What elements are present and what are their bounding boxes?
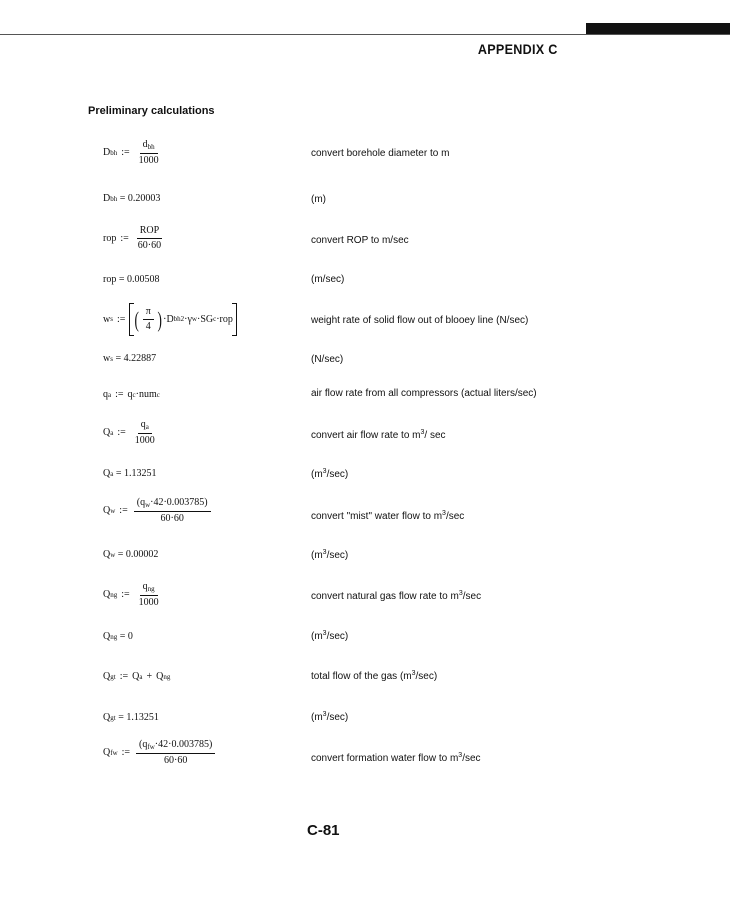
description-Qng-def: convert natural gas flow rate to $m^3/\sec$	[311, 590, 482, 602]
equation-Qa-def: Q a := $\frac{q_a}{1000}$	[103, 419, 155, 446]
description-Qa-def: convert air flow rate to $m^3/$ sec	[311, 429, 446, 441]
equation-dbh-value: D bh = 0.20003	[103, 193, 161, 204]
header-rule	[0, 34, 730, 35]
description-qa-def: air flow rate from all compressors (actual liters/sec)	[311, 388, 537, 399]
equation-Qgt-value: Q gt = 1.13251	[103, 712, 159, 723]
equation-ws-value: w s = 4.22887	[103, 353, 157, 364]
equation-Qgt-def: Q gt := Q a + Q ng	[103, 671, 171, 682]
description-rop-unit: (m/sec)	[311, 274, 345, 285]
equation-ws-def: w s := ( $\frac{\pi}{4}$ ) ·D bh 2 ·γ w ·SG c ·rop	[103, 303, 237, 336]
equation-qa-def: q a := q c ·num c	[103, 389, 160, 400]
description-ws-def: weight rate of solid flow out of blooey line (N/sec)	[311, 315, 529, 326]
equation-Qng-def: Q ng := $\frac{q_{ng}}{1000}$	[103, 581, 159, 608]
equation-Qng-value: Q ng = 0	[103, 631, 133, 642]
description-Qfw-def: convert formation water flow to $m^3/\sec$	[311, 752, 481, 764]
description-rop-def: convert ROP to m/sec	[311, 235, 409, 246]
description-Qw-def: convert "mist" water flow to $m^3/\sec$	[311, 510, 465, 522]
description-Qa-unit: $(m^3/\sec)$	[311, 468, 349, 480]
equation-Qa-value: Q a = 1.13251	[103, 468, 157, 479]
description-Qw-unit: $(m^3/\sec)$	[311, 549, 349, 561]
page-number: C-81	[307, 822, 340, 839]
description-Qgt-def: total flow of the gas $(m^3/\sec)$	[311, 670, 438, 682]
description-Qgt-unit: $(m^3/\sec)$	[311, 711, 349, 723]
equation-rop-def: rop := $\frac{\text{ROP}}{60\cdot 60}$	[103, 225, 162, 251]
description-dbh-def: convert borehole diameter to m	[311, 148, 450, 159]
description-dbh-unit: (m)	[311, 194, 326, 205]
appendix-heading: APPENDIX C	[478, 41, 558, 57]
equation-Qw-value: Q w = 0.00002	[103, 549, 159, 560]
section-title: Preliminary calculations	[88, 105, 215, 117]
description-ws-unit: (N/sec)	[311, 354, 344, 365]
equation-dbh-def: D bh := $\frac{d_{bh}}{1000}$	[103, 139, 159, 166]
description-Qng-unit: $(m^3/\sec)$	[311, 630, 349, 642]
equation-Qw-def: Q w := $\frac{(q_w\cdot 42\cdot 0.003785)}{60\cdot 60}$	[103, 498, 213, 524]
equation-Qfw-def: Q fw := $\frac{(q_{fw}\cdot 42\cdot 0.003785)}{60\cdot 60}$	[103, 740, 217, 766]
equation-rop-value: rop = 0.00508	[103, 274, 160, 285]
